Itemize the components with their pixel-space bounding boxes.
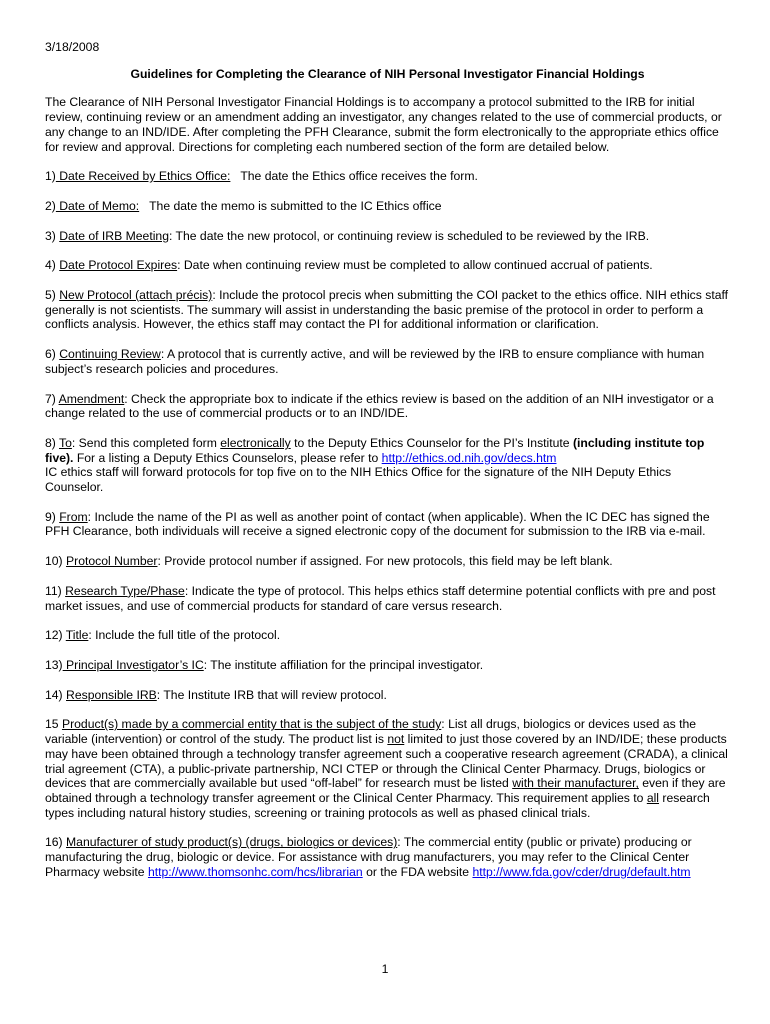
section-7 bbox=[45, 392, 730, 421]
section-number: 9) bbox=[45, 509, 60, 524]
section-text: : List all drugs, biologics or devices used as the variable (intervention) or control of the study. The product list is bbox=[45, 717, 697, 747]
section-9 bbox=[45, 510, 730, 539]
section-14 bbox=[45, 688, 730, 703]
section-number: 12) bbox=[45, 628, 66, 643]
section-label: From bbox=[59, 509, 88, 524]
section-number: 7) bbox=[45, 391, 59, 406]
bold-note: (including institute top five). bbox=[45, 435, 705, 465]
section-text: : Indicate the type of protocol. This helps ethics staff determine potential conflicts with pre and post market issues, and use of commercial products for standard of care versus research. bbox=[45, 583, 716, 613]
section-label: Research Type/Phase bbox=[65, 583, 185, 598]
intro-paragraph: The Clearance of NIH Personal Investigator Financial Holdings is to accompany a protocol submitted to the IRB for initial review, continuing review or an amendment adding an investigator, any changes related to the use of commercial products, or any change to an IND/IDE. After completing the PFH Clearance, submit the form electronically to the appropriate ethics office for review and approval. Directions for completing each numbered section of the form are detailed below. bbox=[45, 95, 722, 154]
section-2 bbox=[45, 199, 730, 214]
section-text: : A protocol that is currently active, and will be reviewed by the IRB to ensure compliance with human subject’s research policies and procedures. bbox=[45, 347, 705, 376]
emphasis-not: not bbox=[387, 732, 405, 747]
section-text: : Date when continuing review must be completed to allow continued accrual of patients. bbox=[177, 258, 653, 273]
section-label: Continuing Review bbox=[59, 347, 161, 362]
section-text: : The commercial entity (public or private) producing or manufacturing the drug, biologic or device. For assistance with drug manufacturers, you may refer to the Clinical Center Pharmacy website bbox=[45, 835, 692, 879]
document-date: 3/18/2008 bbox=[45, 40, 100, 54]
section-label: Date of Memo: bbox=[55, 198, 140, 213]
section-label: Title bbox=[65, 628, 89, 643]
section-label: Date Protocol Expires bbox=[59, 258, 178, 273]
document-page bbox=[45, 40, 730, 894]
section-text: : The date the new protocol, or continuing review is scheduled to be reviewed by the IRB. bbox=[168, 228, 650, 243]
emphasis-all: all bbox=[646, 790, 660, 805]
section-5 bbox=[45, 288, 730, 332]
section-text: : Include the name of the PI as well as another point of contact (when applicable). When the IC DEC has signed the PFH Clearance, both individuals will receive a signed electronic copy of the document for submission to the IRB via e-mail. bbox=[45, 509, 710, 539]
section-6 bbox=[45, 347, 730, 376]
document-title: Guidelines for Completing the Clearance of NIH Personal Investigator Financial Holdings bbox=[130, 66, 645, 81]
section-text: : Include the protocol precis when submitting the COI packet to the ethics office. NIH ethics staff generally is not scientists. The summary will assist in understanding the basic premise of the protocol in order to perform a conflicts analysis. However, the ethics staff may contact the PI for additional information or clarification. bbox=[45, 288, 729, 332]
section-text: : Send this completed form bbox=[71, 435, 221, 450]
section-10 bbox=[45, 554, 730, 569]
section-text: : Provide protocol number if assigned. For new protocols, this field may be left blank. bbox=[157, 554, 613, 569]
pharmacy-website-link[interactable]: http://www.thomsonhc.com/hcs/librarian bbox=[147, 864, 363, 879]
section-label: Date of IRB Meeting bbox=[59, 228, 169, 243]
section-label: Product(s) made by a commercial entity that is the subject of the study bbox=[61, 717, 442, 732]
section-number: 11) bbox=[45, 583, 66, 598]
section-number: 10) bbox=[45, 554, 67, 569]
section-text: For a listing a Deputy Ethics Counselors, please refer to bbox=[73, 450, 382, 465]
section-text: IC ethics staff will forward protocols for top five on to the NIH Ethics Office for the signature of the NIH Deputy Ethics Counselor. bbox=[45, 465, 672, 495]
section-text: : The Institute IRB that will review protocol. bbox=[156, 687, 387, 702]
section-15 bbox=[45, 717, 730, 820]
section-number: 3) bbox=[45, 228, 60, 243]
section-number: 16) bbox=[45, 835, 67, 850]
section-label: Date Received by Ethics Office: bbox=[55, 169, 231, 184]
section-number: 1) bbox=[45, 169, 56, 184]
section-text: or the FDA website bbox=[362, 864, 473, 879]
section-number: 15 bbox=[45, 717, 62, 732]
section-text: to the Deputy Ethics Counselor for the PI’s Institute bbox=[290, 435, 573, 450]
section-text: limited to just those covered by an IND/IDE; these products may have been obtained through a technology transfer agreement such a cooperative research agreement (CRADA), a clinical trial agreement (CTA), a public-private partnership, NCI CTEP or through the Clinical Center Pharmacy. Drugs, biologics or devices that are commercially available but used “off-label” for research must be listed bbox=[45, 732, 728, 791]
section-text: The date the memo is submitted to the IC Ethics office bbox=[139, 198, 442, 213]
section-1 bbox=[45, 169, 730, 184]
emphasis-electronically: electronically bbox=[220, 435, 291, 450]
fda-website-link[interactable]: http://www.fda.gov/cder/drug/default.htm bbox=[472, 864, 691, 879]
section-number: 2) bbox=[45, 198, 56, 213]
section-label: New Protocol (attach précis) bbox=[59, 288, 213, 303]
section-number: 8) bbox=[45, 435, 60, 450]
section-text: : Include the full title of the protocol. bbox=[88, 628, 281, 643]
section-13 bbox=[45, 658, 730, 673]
section-number: 14) bbox=[45, 687, 67, 702]
section-11 bbox=[45, 584, 730, 613]
section-label: Amendment bbox=[58, 391, 125, 406]
section-label: Principal Investigator’s IC bbox=[62, 657, 204, 672]
section-4 bbox=[45, 258, 730, 273]
page-number: 1 bbox=[381, 962, 389, 976]
section-label: To bbox=[59, 435, 72, 450]
section-label: Protocol Number bbox=[66, 554, 158, 569]
section-text: : The institute affiliation for the principal investigator. bbox=[203, 657, 484, 672]
section-number: 13) bbox=[45, 657, 63, 672]
emphasis-manufacturer: with their manufacturer, bbox=[512, 776, 639, 791]
dec-listing-link[interactable]: http://ethics.od.nih.gov/decs.htm bbox=[381, 450, 557, 465]
section-text: The date the Ethics office receives the form. bbox=[230, 169, 478, 184]
section-8 bbox=[45, 436, 730, 495]
section-number: 6) bbox=[45, 347, 60, 362]
section-text: even if they are obtained through a technology transfer agreement or the Clinical Center Pharmacy. This requirement applies to bbox=[45, 776, 726, 805]
section-label: Manufacturer of study product(s) (drugs, biologics or devices) bbox=[66, 835, 398, 850]
section-label: Responsible IRB bbox=[66, 687, 157, 702]
section-3 bbox=[45, 229, 730, 244]
section-number: 4) bbox=[45, 258, 60, 273]
section-text: : Check the appropriate box to indicate if the ethics review is based on the addition of an NIH investigator or a change related to the use of commercial products or to an IND/IDE. bbox=[45, 391, 714, 421]
section-16 bbox=[45, 835, 730, 879]
section-12 bbox=[45, 628, 730, 643]
section-text: research types including natural history studies, screening or training protocols as well as phased clinical trials. bbox=[45, 790, 710, 820]
section-number: 5) bbox=[45, 288, 60, 303]
